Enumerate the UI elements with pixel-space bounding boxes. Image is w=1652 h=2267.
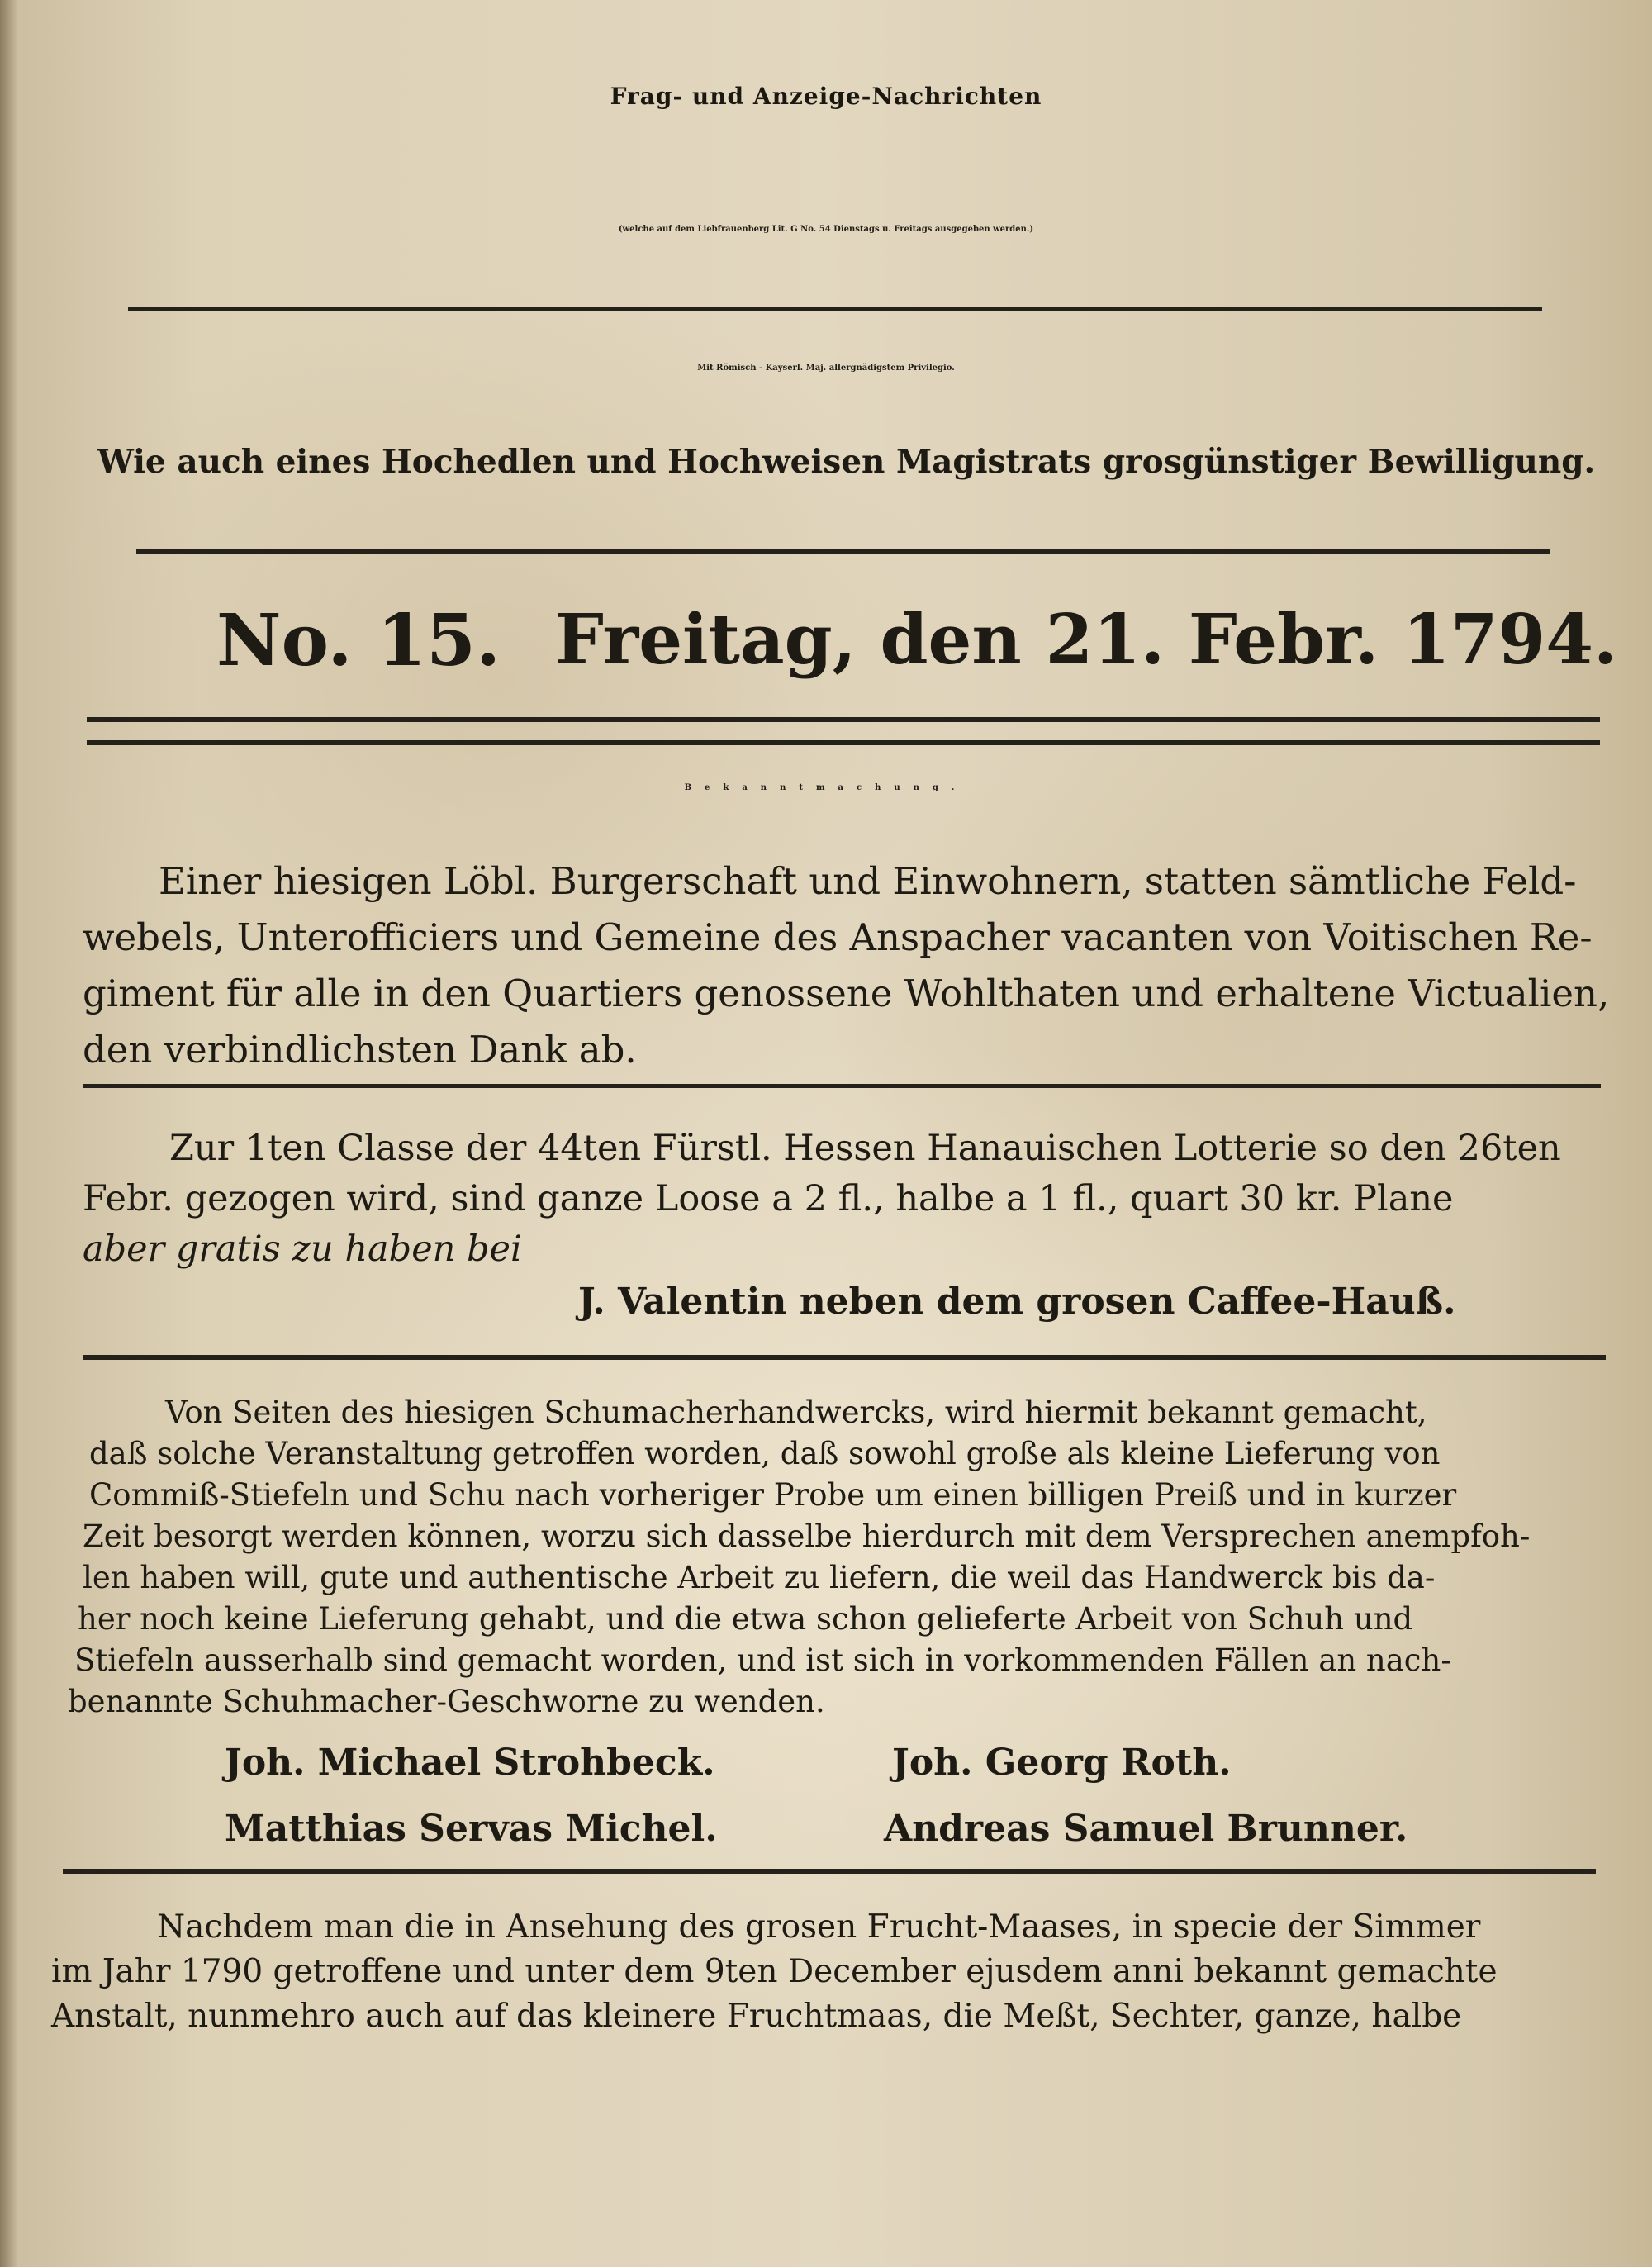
privilege-line-2: Wie auch eines Hochedlen und Hochweisen Magistrats grosgünstiger Bewilligung. (97, 443, 1596, 481)
notice2-signature: J. Valentin neben dem grosen Caffee-Hauß. (578, 1281, 1456, 1323)
notice1-line: den verbindlichsten Dank ab. (83, 1028, 637, 1072)
signatory: Joh. Georg Roth. (892, 1742, 1232, 1784)
notice3-line: daß solche Veranstaltung getroffen worden, daß sowohl große als kleine Lieferung von (89, 1436, 1441, 1471)
privilege-line-1: Mit Römisch - Kayserl. Maj. allergnädigstem Privilegio. (697, 364, 955, 373)
notice3-line: Zeit besorgt werden können, worzu sich dasselbe hierdurch mit dem Versprechen anempfoh- (83, 1518, 1531, 1554)
notice3-line: her noch keine Lieferung gehabt, und die etwa schon gelieferte Arbeit von Schuh und (78, 1601, 1413, 1637)
notice-heading: Bekanntmachung. (684, 783, 968, 792)
notice3-line: benannte Schuhmacher-Geschworne zu wenden. (68, 1684, 825, 1719)
divider-rule (136, 549, 1550, 554)
divider-rule (83, 1084, 1601, 1088)
issue-number: No. 15. (216, 599, 501, 682)
notice2-line: aber gratis zu haben bei (83, 1229, 522, 1270)
notice4-line: Anstalt, nunmehro auch auf das kleinere Fruchtmaas, die Meßt, Sechter, ganze, halbe (51, 1998, 1462, 2035)
divider-rule (83, 1355, 1606, 1360)
issue-date: Freitag, den 21. Febr. 1794. (555, 599, 1617, 680)
notice3-line: len haben will, gute und authentische Arbeit zu liefern, die weil das Handwerck bis da- (83, 1560, 1436, 1595)
divider-rule (128, 307, 1542, 311)
masthead-title: Frag- und Anzeige-Nachrichten (610, 83, 1042, 110)
masthead-subtitle: (welche auf dem Liebfrauenberg Lit. G No. 54 Dienstags u. Freitags ausgegeben werden.) (618, 225, 1034, 234)
notice2-line: Febr. gezogen wird, sind ganze Loose a 2 fl., halbe a 1 fl., quart 30 kr. Plane (83, 1178, 1454, 1219)
notice3-line: Commiß-Stiefeln und Schu nach vorheriger Probe um einen billigen Preiß und in kurzer (89, 1477, 1457, 1513)
notice3-line: Von Seiten des hiesigen Schumacherhandwercks, wird hiermit bekannt gemacht, (165, 1395, 1427, 1430)
signatory: Andreas Samuel Brunner. (884, 1808, 1408, 1850)
notice3-line: Stiefeln ausserhalb sind gemacht worden, und ist sich in vorkommenden Fällen an nach- (74, 1642, 1451, 1678)
notice4-line: im Jahr 1790 getroffene und unter dem 9ten December ejusdem anni bekannt gemachte (51, 1953, 1498, 1990)
signatory: Matthias Servas Michel. (225, 1808, 718, 1850)
double-rule-top (87, 717, 1600, 722)
notice1-line: giment für alle in den Quartiers genossene Wohlthaten und erhaltene Victualien, (83, 972, 1610, 1015)
signatory: Joh. Michael Strohbeck. (225, 1742, 715, 1784)
notice1-line: webels, Unterofficiers und Gemeine des Anspacher vacanten von Voitischen Re- (83, 915, 1593, 959)
double-rule-bottom (87, 740, 1600, 745)
page-edge-shadow (0, 0, 18, 2267)
notice4-line: Nachdem man die in Ansehung des grosen Frucht-Maases, in specie der Simmer (157, 1908, 1481, 1946)
notice2-line: Zur 1ten Classe der 44ten Fürstl. Hessen Hanauischen Lotterie so den 26ten (169, 1128, 1561, 1169)
notice1-line: Einer hiesigen Löbl. Burgerschaft und Einwohnern, statten sämtliche Feld- (159, 859, 1577, 903)
divider-rule (63, 1869, 1596, 1874)
